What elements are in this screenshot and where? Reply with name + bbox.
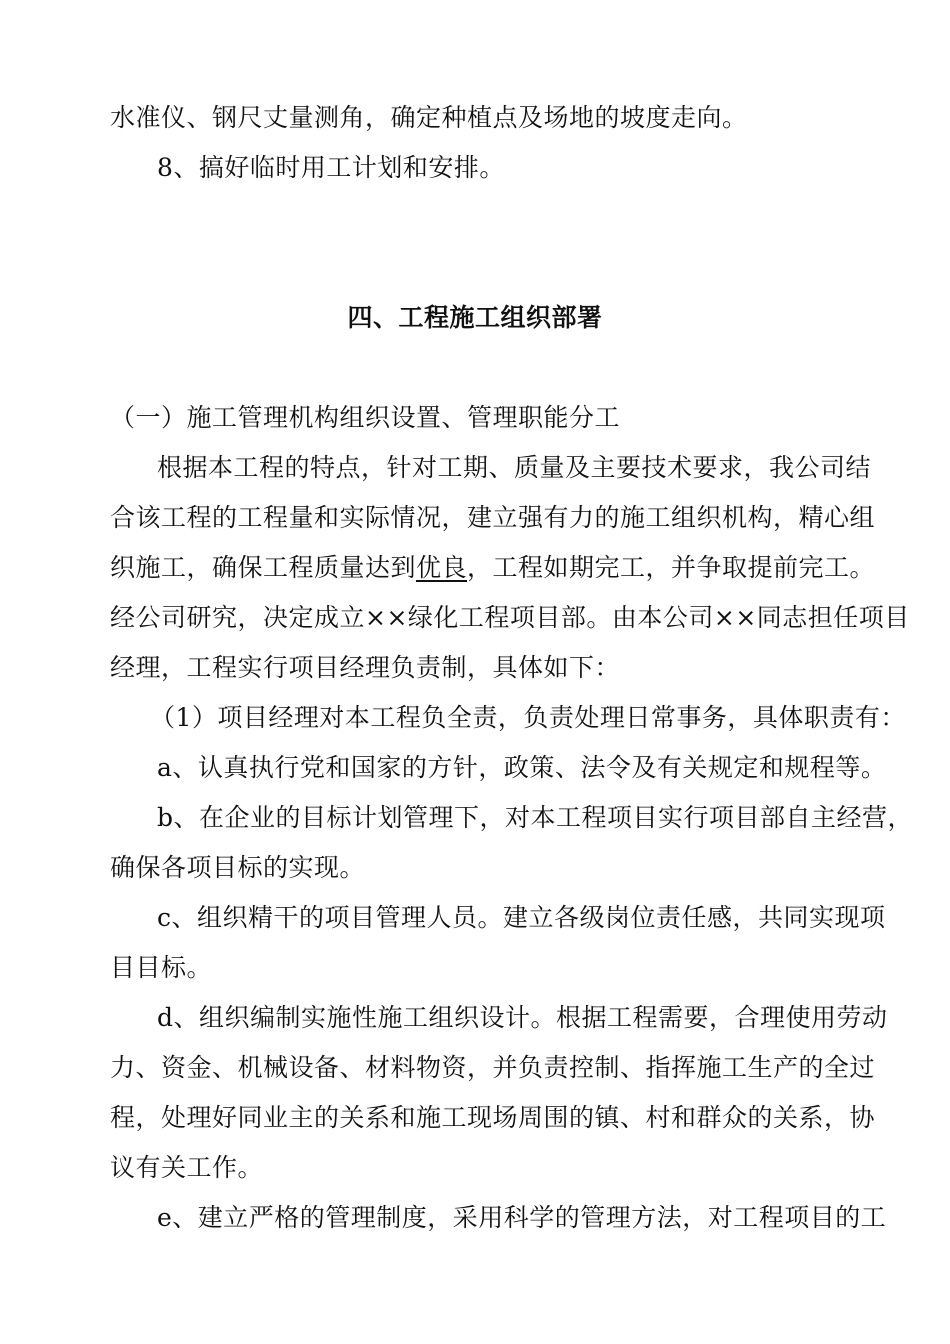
list-item: e、建立严格的管理制度，采用科学的管理方法，对工程项目的工 bbox=[157, 1203, 887, 1232]
list-item-continuation: 议有关工作。 bbox=[110, 1153, 264, 1182]
paragraph-line bbox=[110, 551, 900, 585]
list-item: a、认真执行党和国家的方针，政策、法令及有关规定和规程等。 bbox=[157, 753, 887, 782]
text-span: ，工程如期完工，并争取提前完工。 bbox=[467, 553, 876, 582]
text-line: 8、搞好临时用工计划和安排。 bbox=[157, 153, 505, 182]
list-item: d、组织编制实施性施工组织设计。根据工程需要，合理使用劳动 bbox=[157, 1003, 888, 1032]
paragraph-line: 经理，工程实行项目经理负责制，具体如下： bbox=[110, 653, 621, 682]
list-item: （1）项目经理对本工程负全责，负责处理日常事务，具体职责有： bbox=[150, 703, 906, 732]
list-item: b、在企业的目标计划管理下，对本工程项目实行项目部自主经营， bbox=[157, 803, 914, 832]
paragraph-line: 经公司研究，决定成立××绿化工程项目部。由本公司××同志担任项目 bbox=[110, 603, 910, 632]
underlined-text: 优良 bbox=[416, 553, 468, 582]
text-line: 水准仪、钢尺丈量测角，确定种植点及场地的坡度走向。 bbox=[110, 103, 748, 132]
list-item-continuation: 力、资金、机械设备、材料物资，并负责控制、指挥施工生产的全过 bbox=[110, 1053, 876, 1082]
list-item: c、组织精干的项目管理人员。建立各级岗位责任感，共同实现项 bbox=[157, 903, 886, 932]
list-item-continuation: 程，处理好同业主的关系和施工现场周围的镇、村和群众的关系，协 bbox=[110, 1103, 876, 1132]
list-item-continuation: 确保各项目标的实现。 bbox=[110, 853, 366, 882]
section-heading: 四、工程施工组织部署 bbox=[347, 303, 603, 332]
paragraph-line: 根据本工程的特点，针对工期、质量及主要技术要求，我公司结 bbox=[157, 453, 872, 482]
paragraph-line: 合该工程的工程量和实际情况，建立强有力的施工组织机构，精心组 bbox=[110, 503, 876, 532]
subheading: （一）施工管理机构组织设置、管理职能分工 bbox=[110, 403, 621, 432]
list-item-continuation: 目目标。 bbox=[110, 953, 213, 982]
text-span: 织施工，确保工程质量达到 bbox=[110, 553, 417, 582]
